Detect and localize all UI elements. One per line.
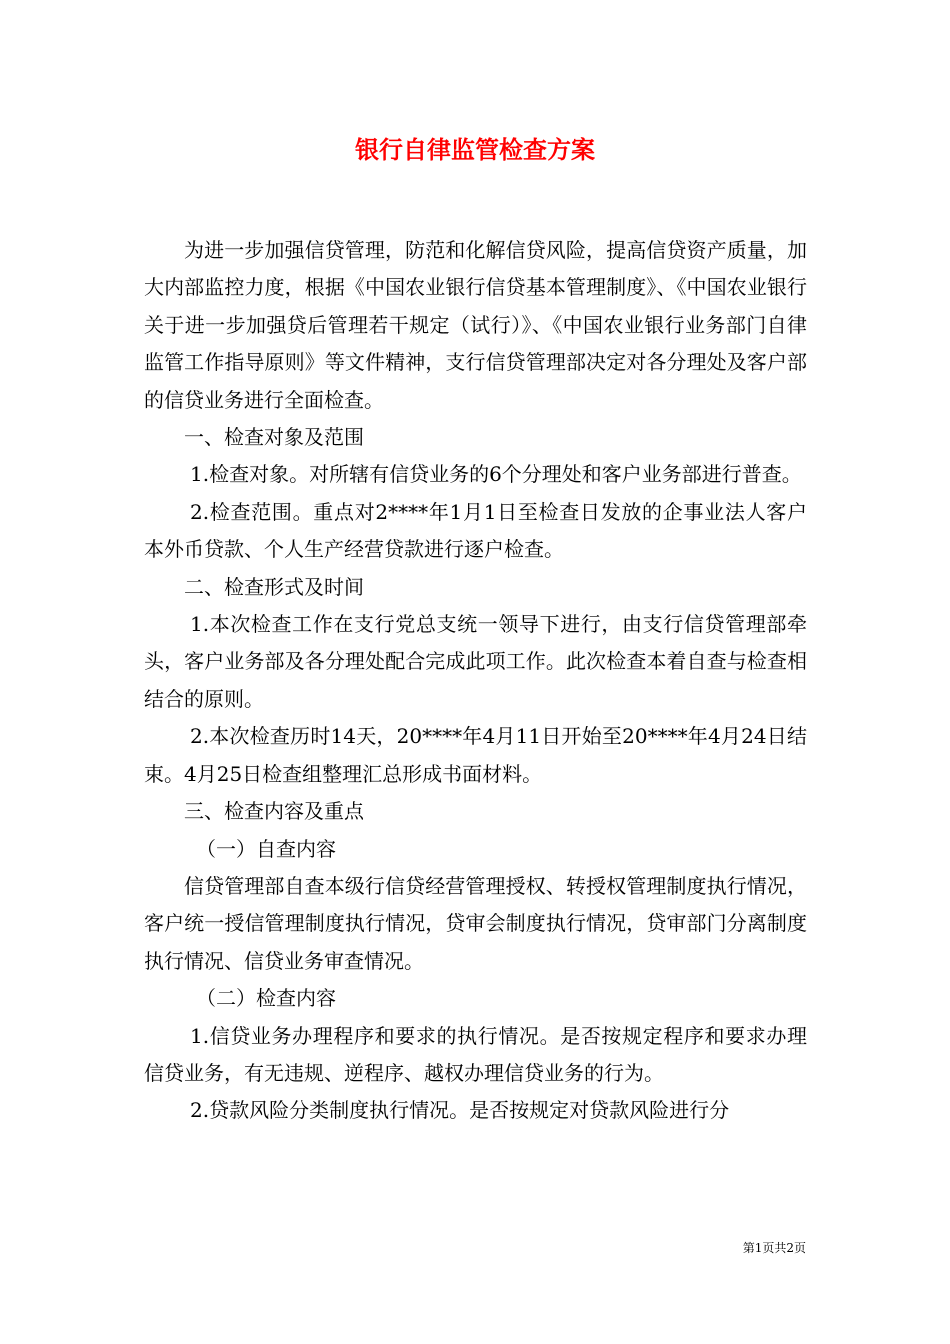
paragraph-intro: 为进一步加强信贷管理，防范和化解信贷风险，提高信贷资产质量，加大内部监控力度，根据《中国农业银行信贷基本管理制度》、《中国农业银行关于进一步加强贷后管理若干规定（试行）》、《中国农业银行业务部门自律监管工作指导原则》等文件精神，支行信贷管理部决定对各分理处及客户部的信贷业务进行全面检查。	[144, 238, 807, 412]
paragraph-1-2: 2.检查范围。重点对2****年1月1日至检查日发放的企事业法人客户本外币贷款、个人生产经营贷款进行逐户检查。	[144, 499, 807, 562]
paragraph-self-check: 信贷管理部自查本级行信贷经营管理授权、转授权管理制度执行情况，客户统一授信管理制度执行情况，贷审会制度执行情况，贷审部门分离制度执行情况、信贷业务审查情况。	[144, 873, 807, 973]
heading-section-2: 二、检查形式及时间	[184, 574, 364, 599]
document-title: 银行自律监管检查方案	[355, 135, 595, 164]
heading-section-3: 三、检查内容及重点	[184, 799, 364, 824]
heading-subsection-2: （二）检查内容	[196, 986, 336, 1011]
heading-section-1: 一、检查对象及范围	[184, 425, 364, 450]
paragraph-2-2: 2.本次检查历时14天，20****年4月11日开始至20****年4月24日结束。4月25日检查组整理汇总形成书面材料。	[144, 724, 807, 786]
paragraph-2-1: 1.本次检查工作在支行党总支统一领导下进行，由支行信贷管理部牵头，客户业务部及各分理处配合完成此项工作。此次检查本着自查与检查相结合的原则。	[144, 612, 807, 711]
paragraph-1-1: 1.检查对象。对所辖有信贷业务的6个分理处和客户业务部进行普查。	[190, 462, 802, 487]
paragraph-3-2: 2.贷款风险分类制度执行情况。是否按规定对贷款风险进行分	[190, 1098, 730, 1123]
page-number: 第1页共2页	[742, 1241, 806, 1255]
document-body	[144, 232, 807, 1130]
paragraph-3-1: 1.信贷业务办理程序和要求的执行情况。是否按规定程序和要求办理信贷业务，有无违规、逆程序、越权办理信贷业务的行为。	[144, 1023, 807, 1085]
heading-subsection-1: （一）自查内容	[196, 836, 336, 861]
